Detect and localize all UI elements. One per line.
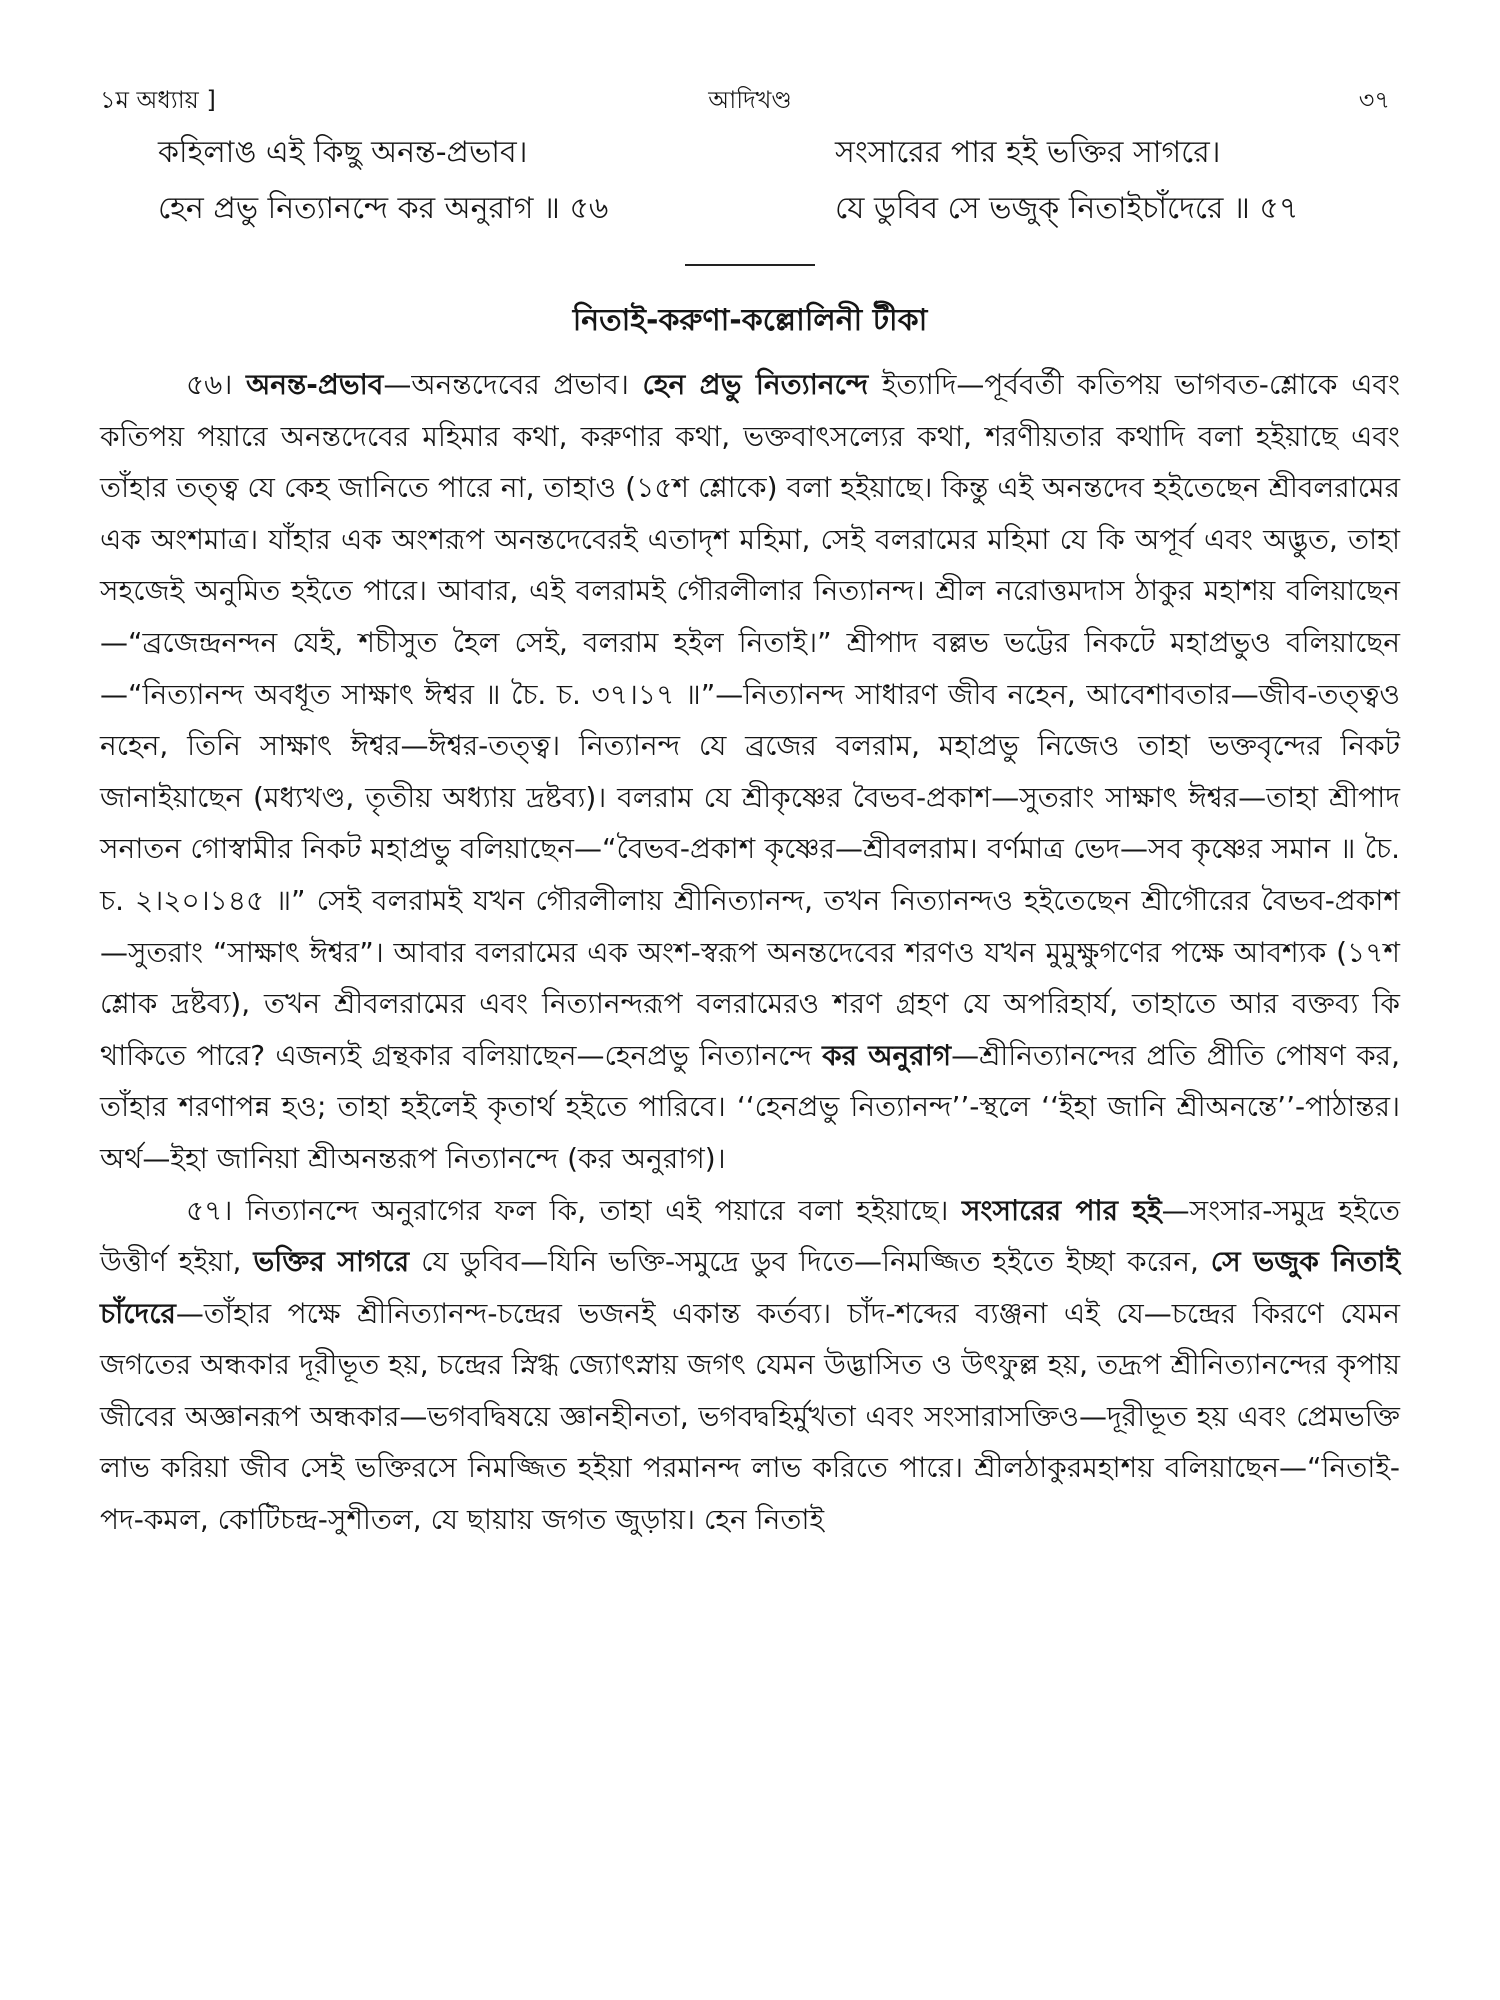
commentary-text: —তাঁহার পক্ষে শ্রীনিত্যানন্দ-চন্দ্রের ভজনই একান্ত কর্তব্য। চাঁদ-শব্দের ব্যঞ্জনা এই যে—চন্দ্রের কিরণে যেমন জগতের অন্ধকার দূরীভূত হয়, চন্দ্রের স্নিগ্ধ জ্যোৎস্নায় জগৎ যেমন উদ্ভাসিত ও উৎফুল্ল হয়, তদ্রূপ শ্রীনিত্যানন্দের কৃপায় জীবের অজ্ঞানরূপ অন্ধকার—ভগবদ্বিষয়ে জ্ঞানহীনতা, ভগবদ্বহির্মুখতা এবং সংসারাসক্তিও—দূরীভূত হয় এবং প্রেমভক্তি লাভ করিয়া জীব সেই ভক্তিরসে নিমজ্জিত হইয়া পরমানন্দ লাভ করিতে পারে। শ্রীলঠাকুরমহাশয় বলিয়াছেন—“নিতাই-পদ-কমল, কোটিচন্দ্র-সুশীতল, যে ছায়ায় জগত জুড়ায়। হেন নিতাই (100, 1296, 1400, 1537)
verse-line: হেন প্রভু নিত্যানন্দে কর অনুরাগ ॥ ৫৬ (158, 191, 609, 226)
commentary-title: নিতাই-করুণা-কল্লোলিনী টীকা (572, 303, 928, 338)
headword: ভক্তির সাগরে (253, 1245, 410, 1279)
chapter-label: ১ম অধ্যায় ] (100, 86, 216, 114)
verse-number: ৫৬। (186, 368, 233, 401)
headword: সংসারের পার হই (961, 1193, 1162, 1227)
commentary-text: —সংসার-সমুদ্র হইতে উত্তীর্ণ হইয়া, (100, 1193, 1400, 1279)
verse-line: যে ডুবিব সে ভজুক্ নিতাইচাঁদেরে ॥ ৫৭ (835, 191, 1299, 226)
headword: কর অনুরাগ (822, 1038, 952, 1072)
verse-block (100, 124, 1400, 242)
commentary-text: —শ্রীনিত্যানন্দের প্রতি প্রীতি পোষণ কর, তাঁহার শরণাপন্ন হও; তাহা হইলেই কৃতার্থ হইতে পারিবে। ‘‘হেনপ্রভু নিত্যানন্দ’’-স্থলে ‘‘ইহা জানি শ্রীঅনন্তে’’-পাঠান্তর। অর্থ—ইহা জানিয়া শ্রীঅনন্তরূপ নিত্যানন্দে (কর অনুরাগ)। (100, 1038, 1400, 1175)
verse-line: কহিলাঙ এই কিছু অনন্ত-প্রভাব। (158, 135, 528, 170)
commentary-text: ইত্যাদি—পূর্ববর্তী কতিপয় ভাগবত-শ্লোকে এবং কতিপয় পয়ারে অনন্তদেবের মহিমার কথা, করুণার কথা, ভক্তবাৎসল্যের কথা, শরণীয়তার কথাদি বলা হইয়াছে এবং তাঁহার তত্ত্ব যে কেহ জানিতে পারে না, তাহাও (১৫শ শ্লোকে) বলা হইয়াছে। কিন্তু এই অনন্তদেব হইতেছেন শ্রীবলরামের এক অংশমাত্র। যাঁহার এক অংশরূপ অনন্তদেবেরই এতাদৃশ মহিমা, সেই বলরামের মহিমা যে কি অপূর্ব এবং অদ্ভুত, তাহা সহজেই অনুমিত হইতে পারে। আবার, এই বলরামই গৌরলীলার নিত্যানন্দ। শ্রীল নরোত্তমদাস ঠাকুর মহাশয় বলিয়াছেন—“ব্রজেন্দ্রনন্দন যেই, শচীসুত হৈল সেই, বলরাম হইল নিতাই।” শ্রীপাদ বল্লভ ভট্টের নিকটে মহাপ্রভুও বলিয়াছেন—“নিত্যানন্দ অবধূত সাক্ষাৎ ঈশ্বর ॥ চৈ. চ. ৩৭।১৭ ॥”—নিত্যানন্দ সাধারণ জীব নহেন, আবেশাবতার—জীব-তত্ত্বও নহেন, তিনি সাক্ষাৎ ঈশ্বর—ঈশ্বর-তত্ত্ব। নিত্যানন্দ যে ব্রজের বলরাম, মহাপ্রভু নিজেও তাহা ভক্তবৃন্দের নিকট জানাইয়াছেন (মধ্যখণ্ড, তৃতীয় অধ্যায় দ্রষ্টব্য)। বলরাম যে শ্রীকৃষ্ণের বৈভব-প্রকাশ—সুতরাং সাক্ষাৎ ঈশ্বর—তাহা শ্রীপাদ সনাতন গোস্বামীর নিকট মহাপ্রভু বলিয়াছেন—“বৈভব-প্রকাশ কৃষ্ণের—শ্রীবলরাম। বর্ণমাত্র ভেদ—সব কৃষ্ণের সমান ॥ চৈ. চ. ২।২০।১৪৫ ॥” সেই বলরামই যখন গৌরলীলায় শ্রীনিত্যানন্দ, তখন নিত্যানন্দও হইতেছেন শ্রীগৌরের বৈভব-প্রকাশ—সুতরাং “সাক্ষাৎ ঈশ্বর”। আবার বলরামের এক অংশ-স্বরূপ অনন্তদেবের শরণও যখন মুমুক্ষুগণের পক্ষে আবশ্যক (১৭শ শ্লোক দ্রষ্টব্য), তখন শ্রীবলরামের এবং নিত্যানন্দরূপ বলরামেরও শরণ গ্রহণ যে অপরিহার্য, তাহাতে আর বক্তব্য কি থাকিতে পারে? এজন্যই গ্রন্থকার বলিয়াছেন—হেনপ্রভু নিত্যানন্দে (100, 368, 1401, 1072)
commentary-text: যে ডুবিব—যিনি ভক্তি-সমুদ্রে ডুব দিতে—নিমজ্জিত হইতে ইচ্ছা করেন, (421, 1245, 1199, 1279)
divider-rule (685, 264, 815, 266)
commentary-text: নিত্যানন্দে অনুরাগের ফল কি, তাহা এই পয়ারে বলা হইয়াছে। (245, 1193, 949, 1227)
commentary-text: —অনন্তদেবের প্রভাব। (383, 368, 629, 401)
running-head (100, 70, 1400, 114)
headword: হেন প্রভু নিত্যানন্দে (642, 368, 869, 401)
commentary-paragraph-56 (100, 359, 1400, 1185)
headword: সে ভজুক নিতাই চাঁদেরে (100, 1245, 1401, 1330)
section-title: আদিখণ্ড (708, 86, 792, 114)
commentary-paragraph-57 (100, 1185, 1400, 1546)
verse-number: ৫৭। (186, 1193, 233, 1227)
page-number: ৩৭ (1358, 86, 1390, 114)
headword: অনন্ত-প্রভাব (245, 368, 384, 401)
verse-line: সংসারের পার হই ভক্তির সাগরে। (835, 135, 1221, 170)
